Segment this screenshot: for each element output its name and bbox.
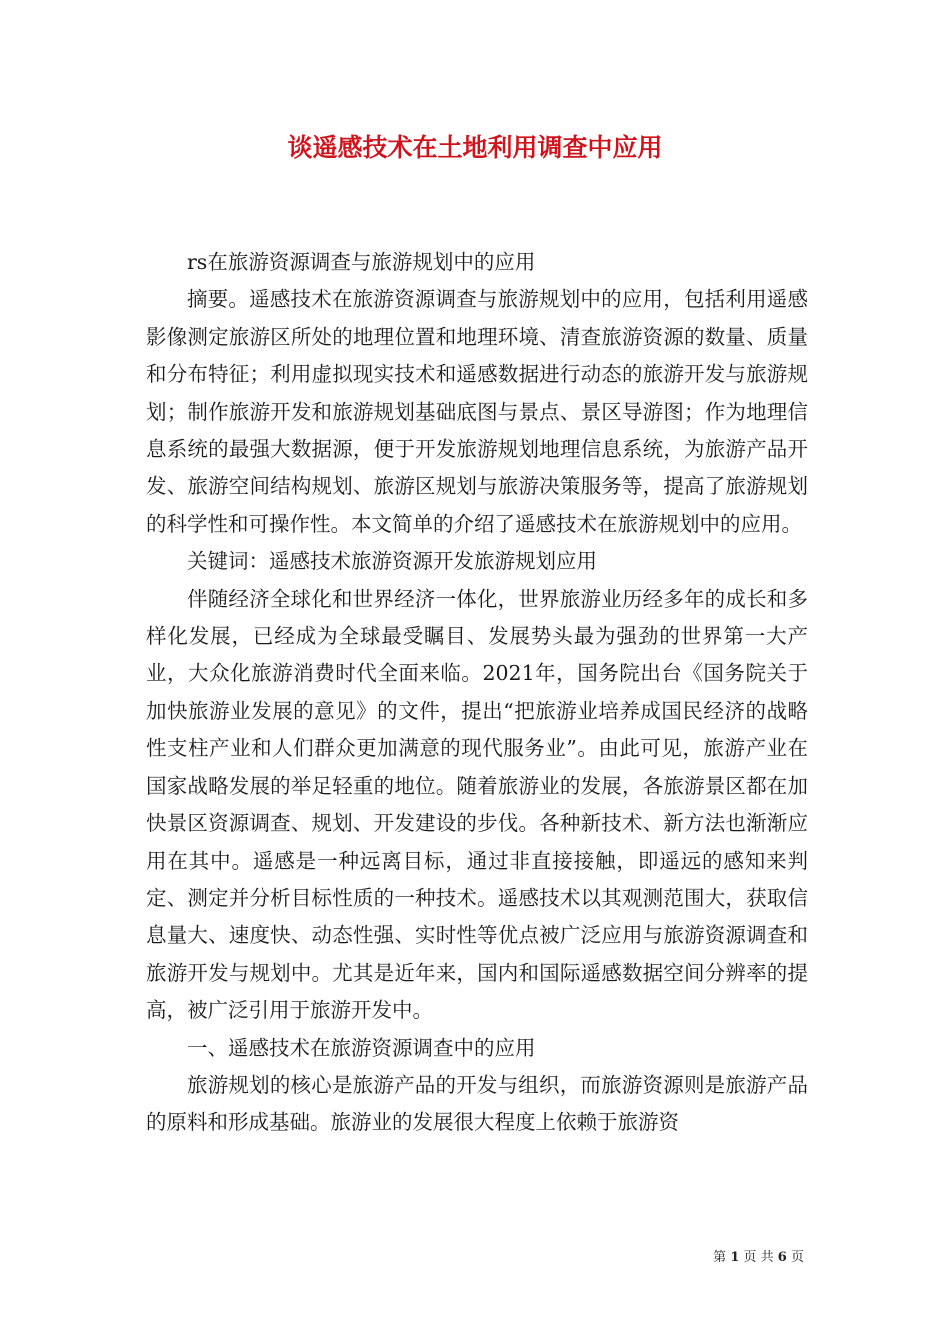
abstract-paragraph: 摘要。遥感技术在旅游资源调查与旅游规划中的应用，包括利用遥感影像测定旅游区所处的地理位置和地理环境、清查旅游资源的数量、质量和分布特征；利用虚拟现实技术和遥感数据进行动态的旅游开发与旅游规划；制作旅游开发和旅游规划基础底图与景点、景区导游图；作为地理信息系统的最强大数据源，便于开发旅游规划地理信息系统，为旅游产品开发、旅游空间结构规划、旅游区规划与旅游决策服务等，提高了旅游规划的科学性和可操作性。本文简单的介绍了遥感技术在旅游规划中的应用。 [146,287,808,536]
keywords-paragraph: 关键词：遥感技术旅游资源开发旅游规划应用 [187,549,597,574]
section-1-paragraph: 旅游规划的核心是旅游产品的开发与组织，而旅游资源则是旅游产品的原料和形成基础。旅游业的发展很大程度上依赖于旅游资 [146,1072,808,1135]
footer-middle: 页 共 [743,1250,774,1265]
footer-current-page: 1 [730,1250,740,1265]
footer-total-pages: 6 [777,1250,787,1265]
subtitle-paragraph: rs在旅游资源调查与旅游规划中的应用 [187,250,536,274]
page-footer [713,1249,804,1267]
intro-paragraph: 伴随经济全球化和世界经济一体化，世界旅游业历经多年的成长和多样化发展，已经成为全球最受瞩目、发展势头最为强劲的世界第一大产业，大众化旅游消费时代全面来临。2021年，国务院出台《国务院关于加快旅游业发展的意见》的文件，提出“把旅游业培养成国民经济的战略性支柱产业和人们群众更加满意的现代服务业”。由此可见，旅游产业在国家战略发展的举足轻重的地位。随着旅游业的发展，各旅游景区都在加快景区资源调查、规划、开发建设的步伐。各种新技术、新方法也渐渐应用在其中。遥感是一种远离目标，通过非直接接触，即遥远的感知来判定、测定并分析目标性质的一种技术。遥感技术以其观测范围大，获取信息量大、速度快、动态性强、实时性等优点被广泛应用与旅游资源调查和旅游开发与规划中。尤其是近年来，国内和国际遥感数据空间分辨率的提高，被广泛引用于旅游开发中。 [146,586,808,1023]
footer-prefix: 第 [713,1250,727,1265]
section-heading-1: 一、遥感技术在旅游资源调查中的应用 [187,1035,536,1060]
document-body [146,244,808,1142]
document-title: 谈遥感技术在土地利用调查中应用 [287,133,663,162]
footer-suffix: 页 [790,1250,804,1265]
